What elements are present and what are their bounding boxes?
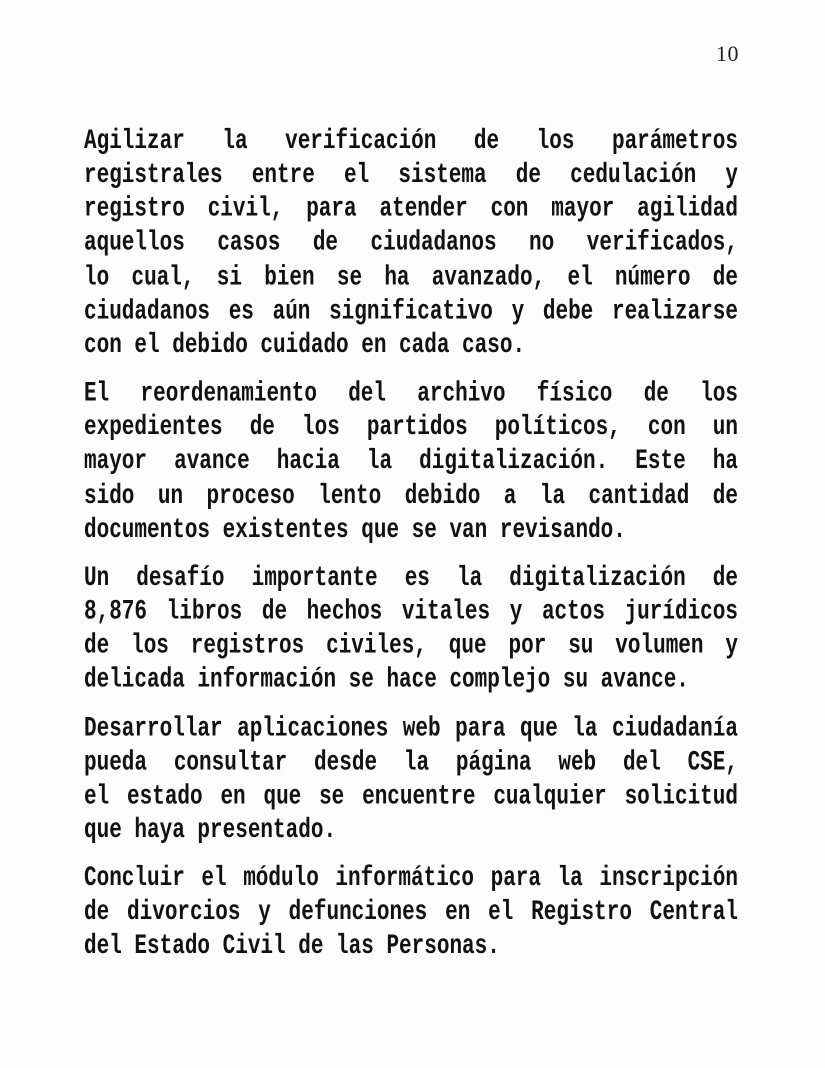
text-line: de divorcios y defunciones en el Registro Central [84, 898, 738, 929]
text-line: que haya presentado. [84, 816, 337, 847]
document-body [84, 126, 738, 965]
text-line: aquellos casos de ciudadanos no verificados, [84, 229, 738, 260]
text-line: 8,876 libros de hechos vitales y actos jurídicos [84, 597, 738, 628]
text-line: delicada información se hace complejo su avance. [84, 665, 689, 696]
text-line: registro civil, para atender con mayor agilidad [84, 195, 738, 226]
text-line: Desarrollar aplicaciones web para que la ciudadanía [84, 714, 738, 745]
text-line: pueda consultar desde la página web del CSE, [84, 748, 738, 779]
text-line: lo cual, si bien se ha avanzado, el número de [84, 263, 738, 294]
text-line: con el debido cuidado en cada caso. [84, 331, 526, 362]
text-line: documentos existentes que se van revisando. [84, 515, 626, 546]
paragraph-4 [84, 713, 738, 849]
text-line: expedientes de los partidos políticos, con un [84, 413, 738, 444]
page-number: 10 [716, 41, 739, 66]
text-line: de los registros civiles, que por su volumen y [84, 631, 738, 662]
paragraph-1 [84, 126, 738, 364]
text-line: Concluir el módulo informático para la inscripción [84, 864, 738, 895]
text-line: sido un proceso lento debido a la cantidad de [84, 481, 738, 512]
paragraph-5 [84, 863, 738, 965]
text-line: Un desafío importante es la digitalización de [84, 563, 738, 594]
text-line: ciudadanos es aún significativo y debe realizarse [84, 297, 738, 328]
text-line: Agilizar la verificación de los parámetros [84, 127, 738, 158]
text-line: registrales entre el sistema de cedulación y [84, 161, 738, 192]
text-line: del Estado Civil de las Personas. [84, 932, 500, 963]
text-line: mayor avance hacia la digitalización. Este ha [84, 447, 738, 478]
paragraph-2 [84, 378, 738, 548]
text-line: El reordenamiento del archivo físico de los [84, 379, 738, 410]
text-line: el estado en que se encuentre cualquier solicitud [84, 782, 738, 813]
paragraph-3 [84, 563, 738, 699]
